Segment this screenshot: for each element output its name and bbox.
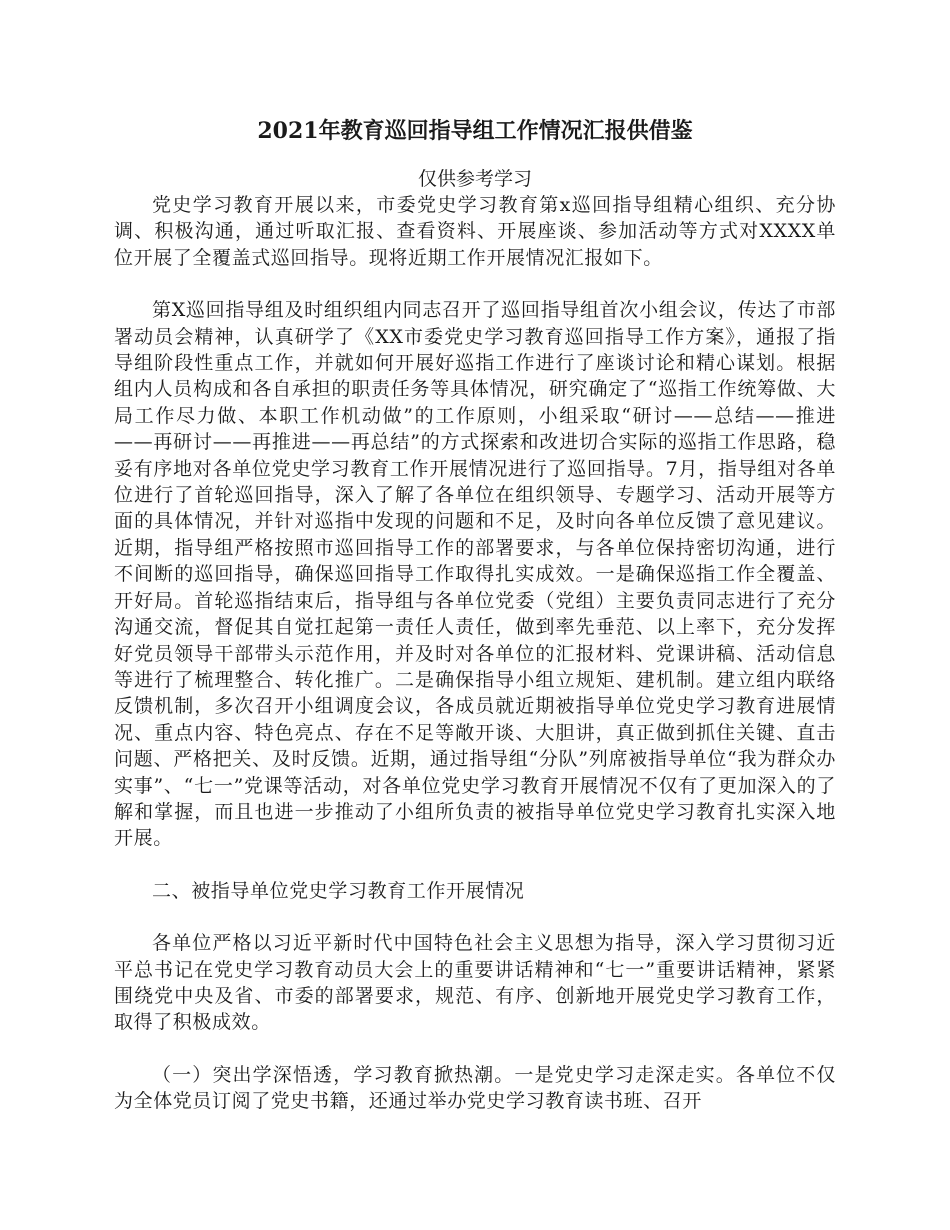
section-heading: 二、被指导单位党史学习教育工作开展情况 [152, 879, 525, 902]
document-subtitle: 仅供参考学习 [417, 168, 532, 190]
paragraph-section-intro: 各单位严格以习近平新时代中国特色社会主义思想为指导，深入学习贯彻习近平总书记在党史学习教育动员大会上的重要讲话精神和“七一”重要讲话精神，紧紧围绕党中央及省、市委的部署要求，规范、有序、创新地开展党史学习教育工作，取得了积极成效。 [114, 932, 836, 1034]
paragraph-gap [114, 1036, 836, 1062]
paragraph-gap [114, 904, 836, 930]
document-title: 2021年教育巡回指导组工作情况汇报供借鉴 [257, 118, 693, 144]
paragraph-gap [114, 271, 836, 297]
paragraph-gap [114, 852, 836, 878]
paragraph-intro: 党史学习教育开展以来，市委党史学习教育第x巡回指导组精心组织、充分协调、积极沟通，通过听取汇报、查看资料、开展座谈、参加活动等方式对XXXX单位开展了全覆盖式巡回指导。现将近期工作开展情况汇报如下。 [114, 194, 836, 269]
paragraph-subsection-one: （一）突出学深悟透，学习教育掀热潮。一是党史学习走深走实。各单位不仅为全体党员订阅了党史书籍，还通过举办党史学习教育读书班、召开 [114, 1063, 836, 1113]
document-body [114, 192, 836, 1115]
paragraph-work-summary: 第X巡回指导组及时组织组内同志召开了巡回指导组首次小组会议，传达了市部署动员会精神，认真研学了《XX市委党史学习教育巡回指导工作方案》，通报了指导组阶段性重点工作，并就如何开展好巡指工作进行了座谈讨论和精心谋划。根据组内人员构成和各自承担的职责任务等具体情况，研究确定了“巡指工作统筹做、大局工作尽力做、本职工作机动做”的工作原则，小组采取“研讨——总结——推进——再研讨——再推进——再总结”的方式探索和改进切合实际的巡指工作思路，稳妥有序地对各单位党史学习教育工作开展情况进行了巡回指导。7月，指导组对各单位进行了首轮巡回指导，深入了解了各单位在组织领导、专题学习、活动开展等方面的具体情况，并针对巡指中发现的问题和不足，及时向各单位反馈了意见建议。近期，指导组严格按照市巡回指导工作的部署要求，与各单位保持密切沟通，进行不间断的巡回指导，确保巡回指导工作取得扎实成效。一是确保巡指工作全覆盖、开好局。首轮巡指结束后，指导组与各单位党委（党组）主要负责同志进行了充分沟通交流，督促其自觉扛起第一责任人责任，做到率先垂范、以上率下，充分发挥好党员领导干部带头示范作用，并及时对各单位的汇报材料、党课讲稿、活动信息等进行了梳理整合、转化推广。二是确保指导小组立规矩、建机制。建立组内联络反馈机制，多次召开小组调度会议，各成员就近期被指导单位党史学习教育进展情况、重点内容、特色亮点、存在不足等敞开谈、大胆讲，真正做到抓住关键、直击问题、严格把关、及时反馈。近期，通过指导组“分队”列席被指导单位“我为群众办实事”、“七一”党课等活动，对各单位党史学习教育开展情况不仅有了更加深入的了解和掌握，而且也进一步推动了小组所负责的被指导单位党史学习教育扎实深入地开展。 [114, 299, 836, 850]
